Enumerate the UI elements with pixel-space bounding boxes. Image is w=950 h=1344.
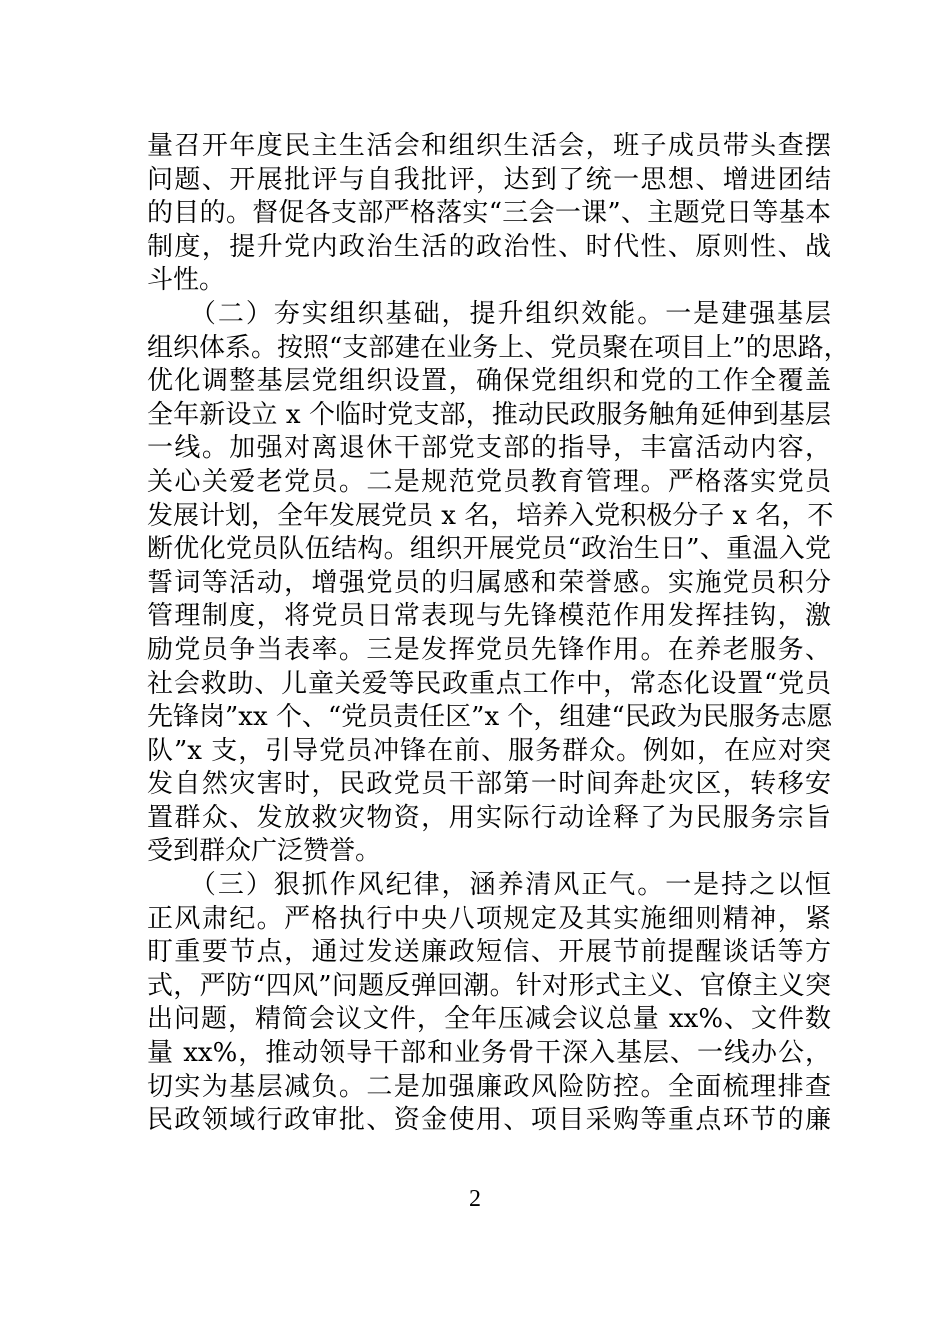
text-line: 切实为基层减负。二是加强廉政风险防控。全面梳理排查 xyxy=(147,1071,831,1102)
text-line: 励党员争当表率。三是发挥党员先锋作用。在养老服务、 xyxy=(147,634,831,665)
text-line: 誓词等活动，增强党员的归属感和荣誉感。实施党员积分 xyxy=(147,567,831,598)
text-line: 全年新设立 x 个临时党支部，推动民政服务触角延伸到基层 xyxy=(147,399,831,430)
document-body xyxy=(147,130,850,1138)
text-line: 组织体系。按照“支部建在业务上、党员聚在项目上”的思路， xyxy=(147,332,850,363)
text-line: 发自然灾害时，民政党员干部第一时间奔赴灾区，转移安 xyxy=(147,769,831,800)
text-line: （二）夯实组织基础，提升组织效能。一是建强基层 xyxy=(147,298,831,329)
text-line: 斗性。 xyxy=(147,265,226,296)
text-line: 管理制度，将党员日常表现与先锋模范作用发挥挂钩，激 xyxy=(147,601,831,632)
paragraph xyxy=(147,298,850,869)
text-line: 量召开年度民主生活会和组织生活会，班子成员带头查摆 xyxy=(147,131,831,161)
text-line: 受到群众广泛赞誉。 xyxy=(147,836,382,867)
text-line: 优化调整基层党组织设置，确保党组织和党的工作全覆盖 xyxy=(147,366,831,397)
text-line: 问题、开展批评与自我批评，达到了统一思想、增进团结 xyxy=(147,164,831,195)
paragraph xyxy=(147,130,831,298)
text-line: 的目的。督促各支部严格落实“三会一课”、主题党日等基本 xyxy=(147,198,831,229)
text-line: 量 xx%，推动领导干部和业务骨干深入基层、一线办公， xyxy=(147,1038,831,1069)
text-line: 先锋岗”xx 个、“党员责任区”x 个，组建“民政为民服务志愿 xyxy=(147,702,833,733)
page-number: 2 xyxy=(469,1186,481,1212)
text-line: 断优化党员队伍结构。组织开展党员“政治生日”、重温入党 xyxy=(147,534,831,565)
text-line: 式，严防“四风”问题反弹回潮。针对形式主义、官僚主义突 xyxy=(147,970,831,1001)
text-line: 队”x 支，引导党员冲锋在前、服务群众。例如，在应对突 xyxy=(147,735,831,766)
text-line: 一线。加强对离退休干部党支部的指导，丰富活动内容， xyxy=(147,433,831,464)
text-line: 关心关爱老党员。二是规范党员教育管理。严格落实党员 xyxy=(147,466,831,497)
text-line: 制度，提升党内政治生活的政治性、时代性、原则性、战 xyxy=(147,231,831,262)
text-line: 盯重要节点，通过发送廉政短信、开展节前提醒谈话等方 xyxy=(147,937,831,968)
text-line: 正风肃纪。严格执行中央八项规定及其实施细则精神，紧 xyxy=(147,903,831,934)
text-line: 出问题，精简会议文件，全年压减会议总量 xx%、文件数 xyxy=(147,1004,831,1035)
text-line: （三）狠抓作风纪律，涵养清风正气。一是持之以恒 xyxy=(147,870,831,901)
text-line: 发展计划，全年发展党员 x 名，培养入党积极分子 x 名，不 xyxy=(147,500,834,531)
paragraph xyxy=(147,869,831,1138)
text-line: 社会救助、儿童关爱等民政重点工作中，常态化设置“党员 xyxy=(147,668,831,699)
text-line: 民政领域行政审批、资金使用、项目采购等重点环节的廉 xyxy=(147,1105,831,1136)
text-line: 置群众、发放救灾物资，用实际行动诠释了为民服务宗旨 xyxy=(147,802,831,833)
